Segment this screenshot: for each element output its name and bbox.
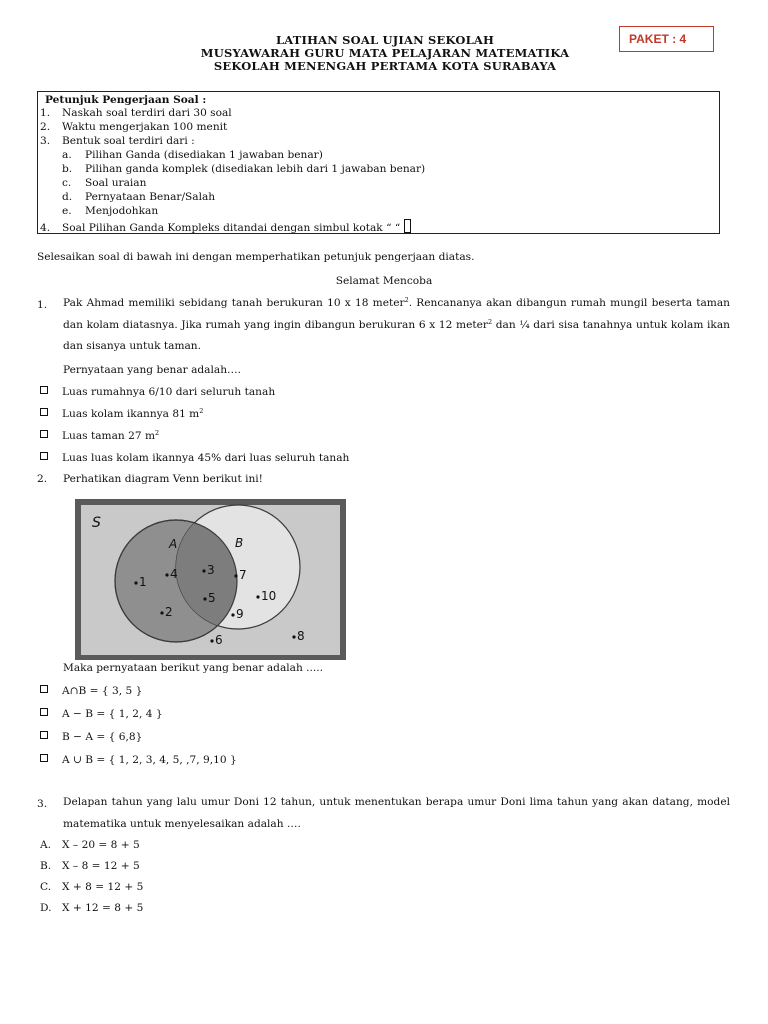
- venn-point: 5: [208, 591, 216, 605]
- question-number: 2.: [37, 473, 48, 485]
- universe-label: S: [92, 515, 101, 531]
- exam-header: [130, 34, 640, 73]
- instructions-box: [37, 91, 720, 234]
- venn-point: 4: [170, 567, 178, 581]
- venn-diagram: [75, 499, 346, 660]
- question-3-text: Delapan tahun yang lalu umur Doni 12 tahun, untuk menentukan berapa umur Doni lima tahun yang akan datang, model matematika untuk menyelesaikan adalah ….: [63, 796, 730, 830]
- instruction-subitem: b. Pilihan ganda komplek (disediakan lebih dari 1 jawaban benar): [62, 163, 426, 175]
- venn-point: 9: [236, 607, 244, 621]
- checkbox-icon[interactable]: [40, 731, 48, 739]
- set-a-label: A: [169, 537, 178, 551]
- header-line-1: LATIHAN SOAL UJIAN SEKOLAH: [275, 33, 495, 47]
- venn-point: 10: [261, 589, 277, 603]
- instruction-text: Selesaikan soal di bawah ini dengan memperhatikan petunjuk pengerjaan diatas.: [37, 251, 475, 263]
- question-3-option[interactable]: B. X – 8 = 12 + 5: [40, 860, 140, 872]
- question-2-option[interactable]: A∩B = { 3, 5 }: [40, 684, 142, 698]
- question-3-option[interactable]: C. X + 8 = 12 + 5: [40, 881, 144, 893]
- checkbox-icon[interactable]: [40, 430, 48, 438]
- checkbox-icon[interactable]: [40, 452, 48, 460]
- instructions-title: Petunjuk Pengerjaan Soal :: [45, 94, 207, 106]
- instruction-item: 1. Naskah soal terdiri dari 30 soal: [40, 107, 232, 119]
- greeting-text: Selamat Mencoba: [335, 275, 433, 287]
- instruction-subitem: d. Pernyataan Benar/Salah: [62, 191, 216, 203]
- question-1-option[interactable]: Luas rumahnya 6/10 dari seluruh tanah: [40, 385, 275, 399]
- question-3-option[interactable]: D. X + 12 = 8 + 5: [40, 902, 144, 914]
- header-line-2: MUSYAWARAH GURU MATA PELAJARAN MATEMATIKA: [200, 46, 570, 60]
- venn-point: 6: [215, 633, 223, 647]
- question-2-prompt: Maka pernyataan berikut yang benar adalah .....: [63, 662, 323, 674]
- set-b-label: B: [235, 536, 244, 550]
- venn-point: 8: [297, 629, 305, 643]
- question-number: 1.: [37, 299, 48, 311]
- instruction-subitem: c. Soal uraian: [62, 177, 147, 189]
- header-line-3: SEKOLAH MENENGAH PERTAMA KOTA SURABAYA: [213, 59, 557, 73]
- instruction-item: 2. Waktu mengerjakan 100 menit: [40, 121, 228, 133]
- checkbox-icon[interactable]: [40, 708, 48, 716]
- question-1-prompt: Pernyataan yang benar adalah….: [63, 364, 241, 376]
- instruction-subitem: e. Menjodohkan: [62, 205, 159, 217]
- checkbox-icon[interactable]: [40, 408, 48, 416]
- question-2-text: Perhatikan diagram Venn berikut ini!: [63, 473, 263, 485]
- instruction-item: 3. Bentuk soal terdiri dari :: [40, 135, 195, 147]
- paket-label: PAKET : 4: [619, 26, 714, 52]
- instruction-subitem: a. Pilihan Ganda (disediakan 1 jawaban benar): [62, 149, 323, 161]
- venn-point: 1: [139, 575, 147, 589]
- checkbox-icon[interactable]: [40, 754, 48, 762]
- question-2-option[interactable]: B − A = { 6,8}: [40, 730, 142, 744]
- question-2-option[interactable]: A − B = { 1, 2, 4 }: [40, 707, 163, 721]
- checkbox-symbol-icon: [404, 219, 411, 233]
- venn-point: 7: [239, 568, 247, 582]
- question-3-option[interactable]: A. X – 20 = 8 + 5: [40, 839, 140, 851]
- venn-point: 3: [207, 563, 215, 577]
- instruction-item: 4. Soal Pilihan Ganda Kompleks ditandai dengan simbul kotak “ “: [40, 219, 411, 236]
- checkbox-icon[interactable]: [40, 386, 48, 394]
- question-1-option[interactable]: Luas luas kolam ikannya 45% dari luas seluruh tanah: [40, 451, 349, 465]
- question-1-option[interactable]: Luas taman 27 $m^2$: [40, 429, 159, 443]
- venn-point: 2: [165, 605, 173, 619]
- question-1-option[interactable]: Luas kolam ikannya 81 $m^2$: [40, 407, 203, 421]
- question-2-option[interactable]: A ∪ B = { 1, 2, 3, 4, 5, ,7, 9,10 }: [40, 753, 237, 767]
- question-number: 3.: [37, 798, 48, 810]
- checkbox-icon[interactable]: [40, 685, 48, 693]
- question-1-text: Pak Ahmad memiliki sebidang tanah berukuran 10 x 18 meter$^2$. Rencananya akan dibangun rumah mungil beserta taman dan kolam diatasnya. Jika rumah yang ingin dibangun berukuran 6 x 12 meter$^2$ dan ¼ dari sisa tanahnya untuk kolam ikan dan sisanya untuk taman.: [63, 296, 730, 352]
